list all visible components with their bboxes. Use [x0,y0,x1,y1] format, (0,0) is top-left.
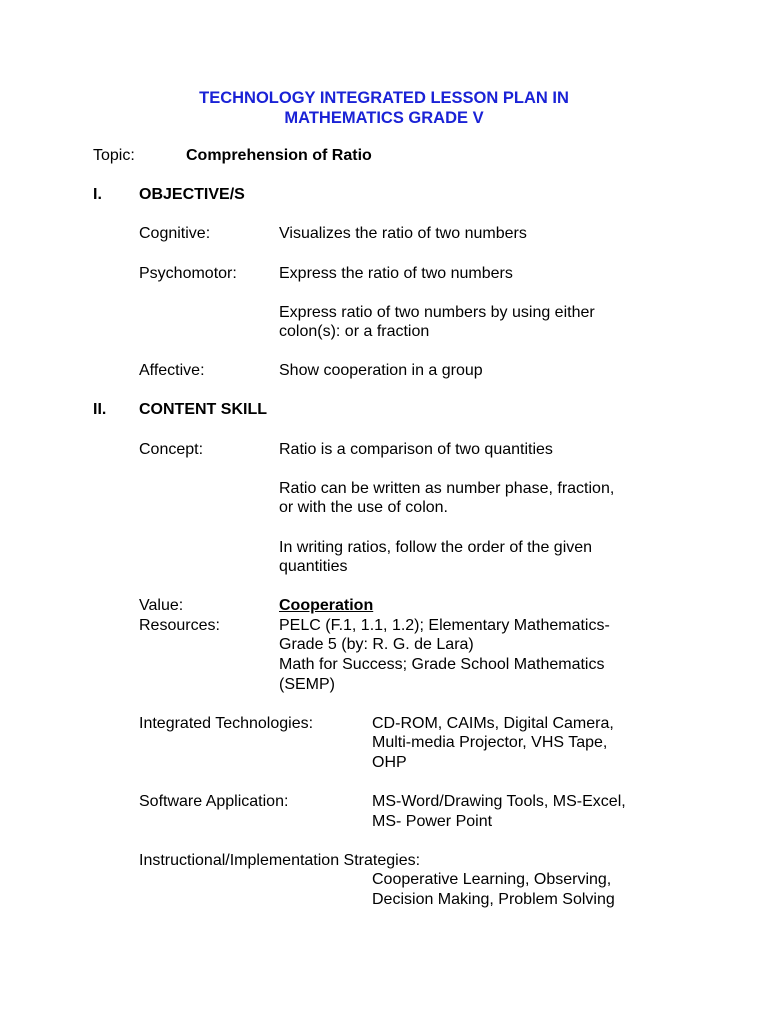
psychomotor-value-2-line-1: Express ratio of two numbers by using either [279,304,595,321]
concept-value-3-line-1: In writing ratios, follow the order of the given [279,539,593,556]
cognitive-value: Visualizes the ratio of two numbers [279,225,527,242]
document-title-line-1: TECHNOLOGY INTEGRATED LESSON PLAN IN [199,89,569,107]
concept-value-2-line-1: Ratio can be written as number phase, fraction, [279,480,615,497]
document-title-line-2: MATHEMATICS GRADE V [284,109,484,127]
integrated-technologies-line-2: Multi-media Projector, VHS Tape, [372,734,608,751]
value-label: Value: [139,597,184,614]
affective-value: Show cooperation in a group [279,362,483,379]
topic-value: Comprehension of Ratio [186,147,372,164]
psychomotor-label: Psychomotor: [139,265,237,282]
resources-line-2: Grade 5 (by: R. G. de Lara) [279,636,474,653]
psychomotor-value-2-line-2: colon(s): or a fraction [279,323,430,340]
integrated-technologies-label: Integrated Technologies: [139,715,314,732]
cognitive-label: Cognitive: [139,225,211,242]
software-application-line-1: MS-Word/Drawing Tools, MS-Excel, [372,793,626,810]
resources-label: Resources: [139,617,220,634]
concept-value-3-line-2: quantities [279,558,348,575]
value-value: Cooperation [279,597,374,614]
resources-line-3: Math for Success; Grade School Mathematics [279,656,605,673]
concept-value-1: Ratio is a comparison of two quantities [279,441,553,458]
section-2-numeral: II. [93,401,107,418]
section-1-heading: OBJECTIVE/S [139,186,245,203]
strategies-label: Instructional/Implementation Strategies: [139,852,421,869]
concept-value-2-line-2: or with the use of colon. [279,499,448,516]
affective-label: Affective: [139,362,205,379]
resources-line-4: (SEMP) [279,676,335,693]
strategies-line-1: Cooperative Learning, Observing, [372,871,612,888]
psychomotor-value-1: Express the ratio of two numbers [279,265,513,282]
section-1-numeral: I. [93,186,102,203]
integrated-technologies-line-1: CD-ROM, CAIMs, Digital Camera, [372,715,614,732]
section-2-heading: CONTENT SKILL [139,401,267,418]
resources-line-1: PELC (F.1, 1.1, 1.2); Elementary Mathematics- [279,617,610,634]
concept-label: Concept: [139,441,204,458]
topic-label: Topic: [93,147,135,164]
integrated-technologies-line-3: OHP [372,754,407,771]
software-application-line-2: MS- Power Point [372,813,493,830]
strategies-line-2: Decision Making, Problem Solving [372,891,615,908]
software-application-label: Software Application: [139,793,289,810]
